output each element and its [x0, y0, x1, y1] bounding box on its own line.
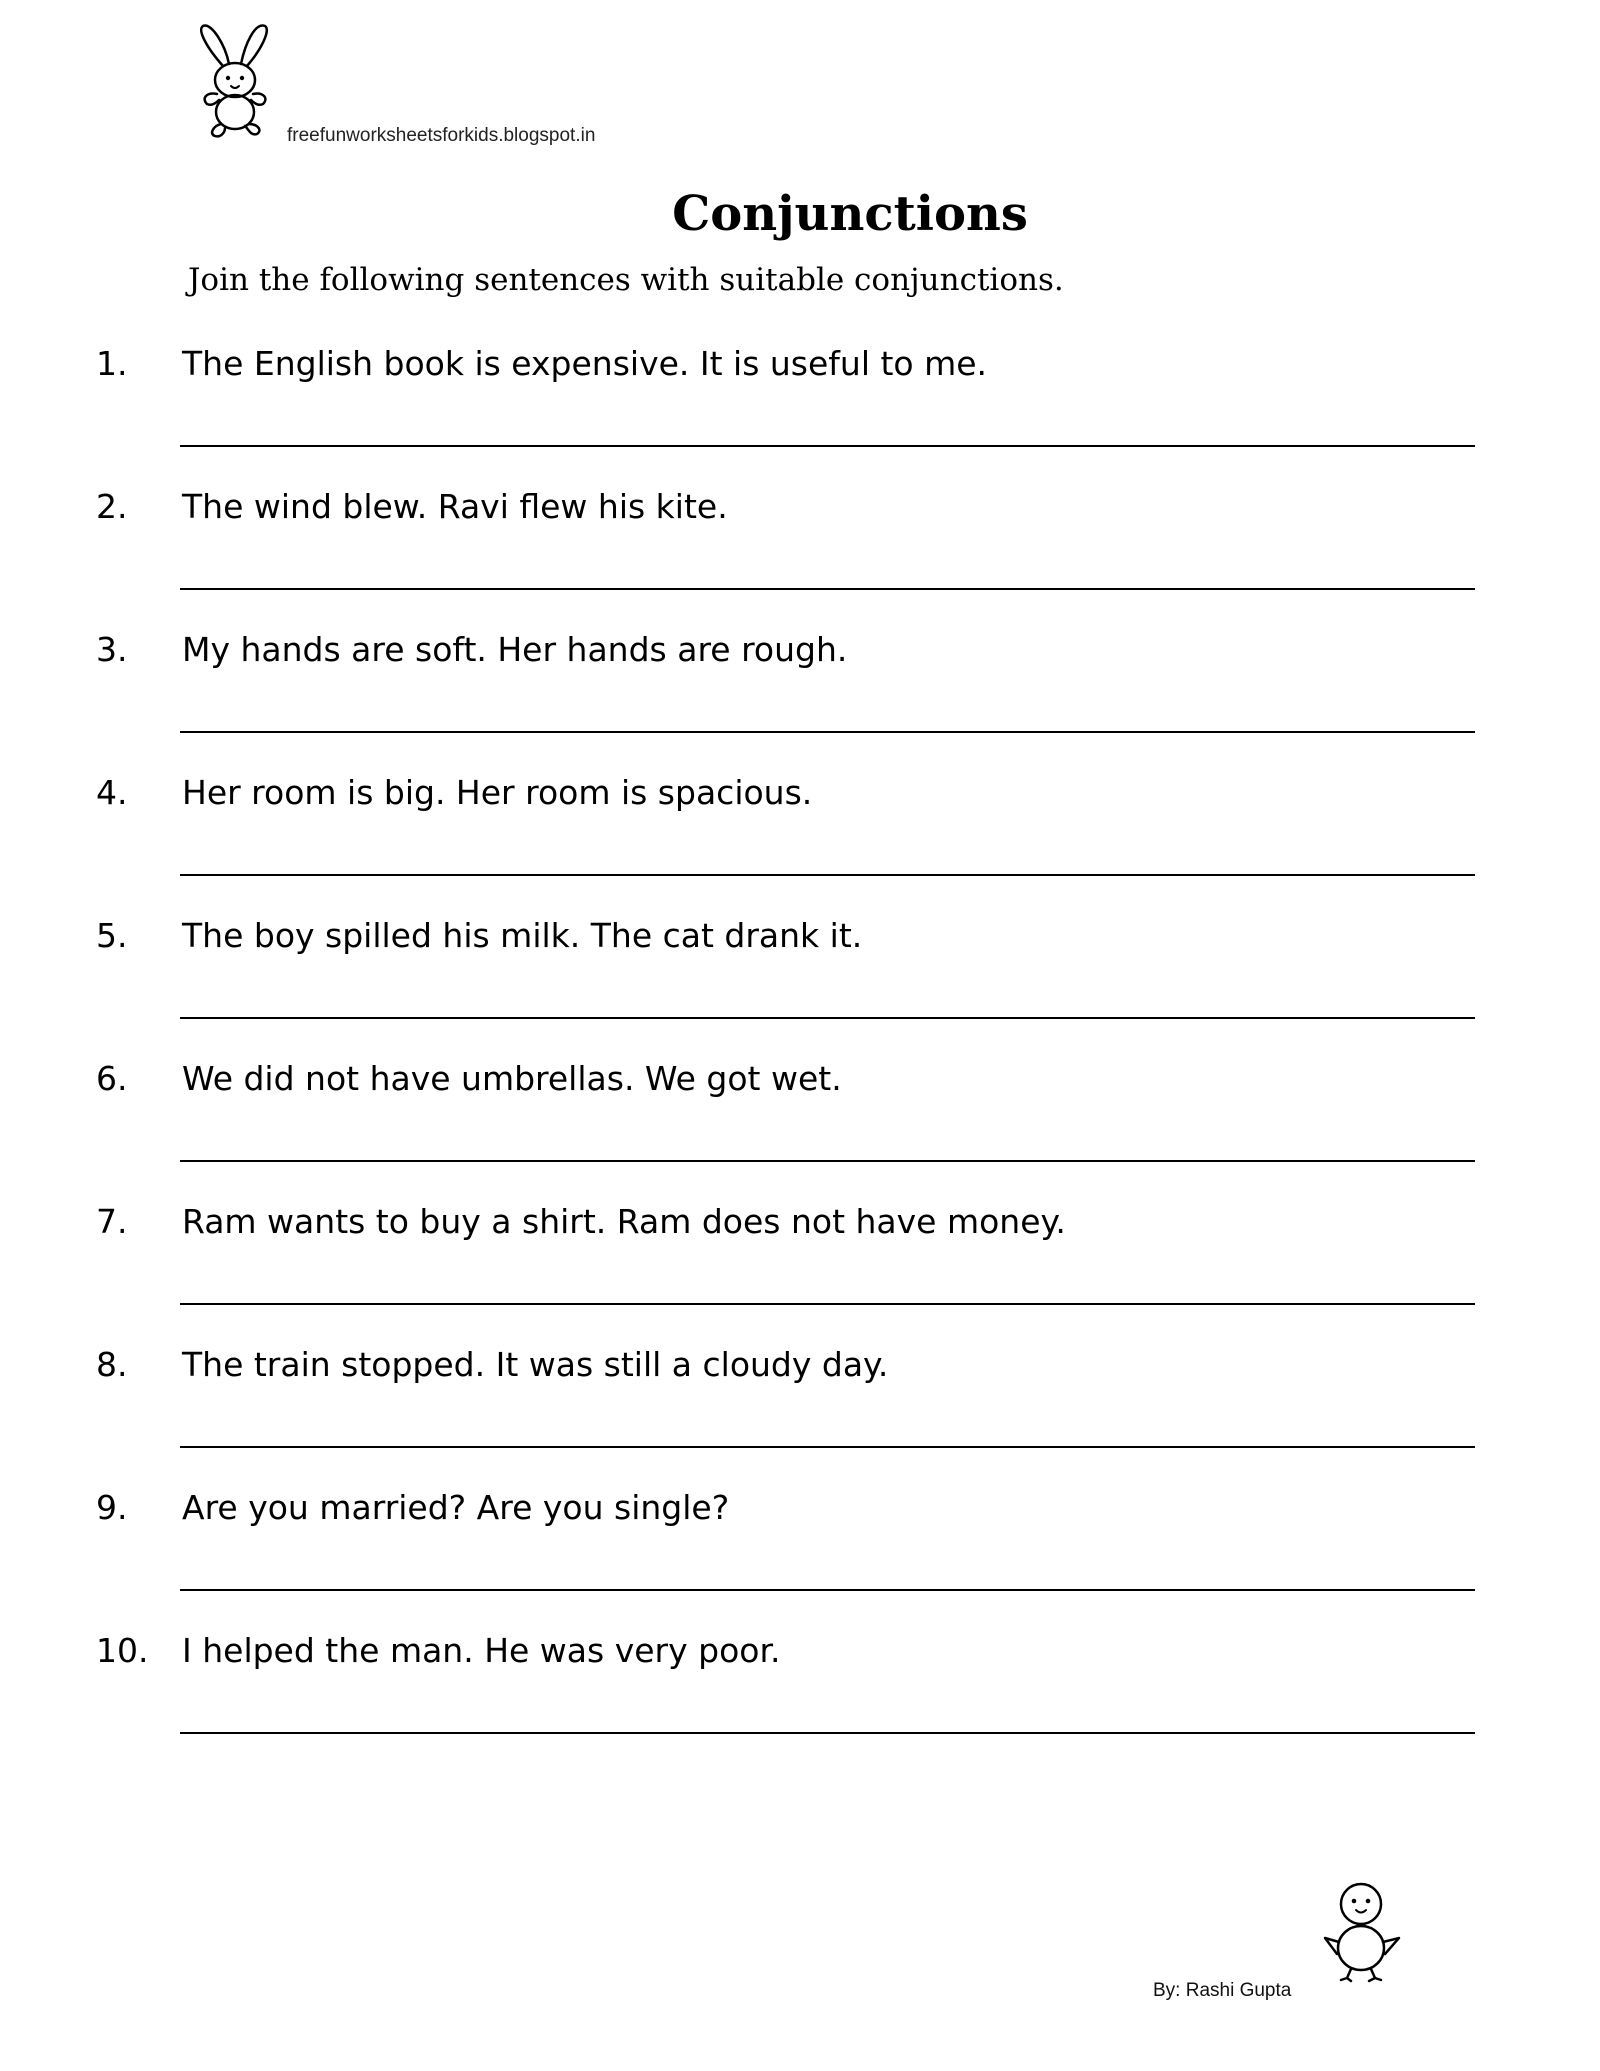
question-item [0, 1057, 1600, 1199]
question-number: 7. [96, 1202, 128, 1241]
question-item [0, 1629, 1600, 1771]
answer-line [180, 1446, 1475, 1448]
question-number: 3. [96, 630, 128, 669]
site-url: freefunworksheetsforkids.blogspot.in [287, 125, 596, 146]
question-item [0, 771, 1600, 913]
question-number: 10. [96, 1631, 149, 1670]
question-text: Are you married? Are you single? [182, 1488, 730, 1527]
question-text: Her room is big. Her room is spacious. [182, 773, 813, 812]
question-text: The wind blew. Ravi flew his kite. [182, 487, 728, 526]
question-number: 9. [96, 1488, 128, 1527]
answer-line [180, 1303, 1475, 1305]
question-text: The English book is expensive. It is useful to me. [182, 344, 988, 383]
question-number: 4. [96, 773, 128, 812]
author-credit: By: Rashi Gupta [1153, 1980, 1292, 2001]
worksheet-title: Conjunctions [672, 186, 1028, 242]
bunny-icon [185, 18, 285, 146]
question-number: 5. [96, 916, 128, 955]
question-item [0, 342, 1600, 484]
question-text: The boy spilled his milk. The cat drank it. [182, 916, 863, 955]
answer-line [180, 874, 1475, 876]
answer-line [180, 1589, 1475, 1591]
question-text: Ram wants to buy a shirt. Ram does not have money. [182, 1202, 1066, 1241]
worksheet-instruction: Join the following sentences with suitable conjunctions. [188, 262, 1064, 298]
question-text: I helped the man. He was very poor. [182, 1631, 781, 1670]
chick-icon [1317, 1880, 1407, 1985]
question-number: 1. [96, 344, 128, 383]
answer-line [180, 1732, 1475, 1734]
question-text: We did not have umbrellas. We got wet. [182, 1059, 842, 1098]
answer-line [180, 1160, 1475, 1162]
answer-line [180, 731, 1475, 733]
question-number: 6. [96, 1059, 128, 1098]
question-item [0, 1486, 1600, 1628]
question-item [0, 1343, 1600, 1485]
question-number: 2. [96, 487, 128, 526]
question-number: 8. [96, 1345, 128, 1384]
answer-line [180, 588, 1475, 590]
question-text: My hands are soft. Her hands are rough. [182, 630, 848, 669]
question-item [0, 1200, 1600, 1342]
question-item [0, 485, 1600, 627]
answer-line [180, 1017, 1475, 1019]
question-item [0, 914, 1600, 1056]
answer-line [180, 445, 1475, 447]
question-item [0, 628, 1600, 770]
question-text: The train stopped. It was still a cloudy day. [182, 1345, 889, 1384]
